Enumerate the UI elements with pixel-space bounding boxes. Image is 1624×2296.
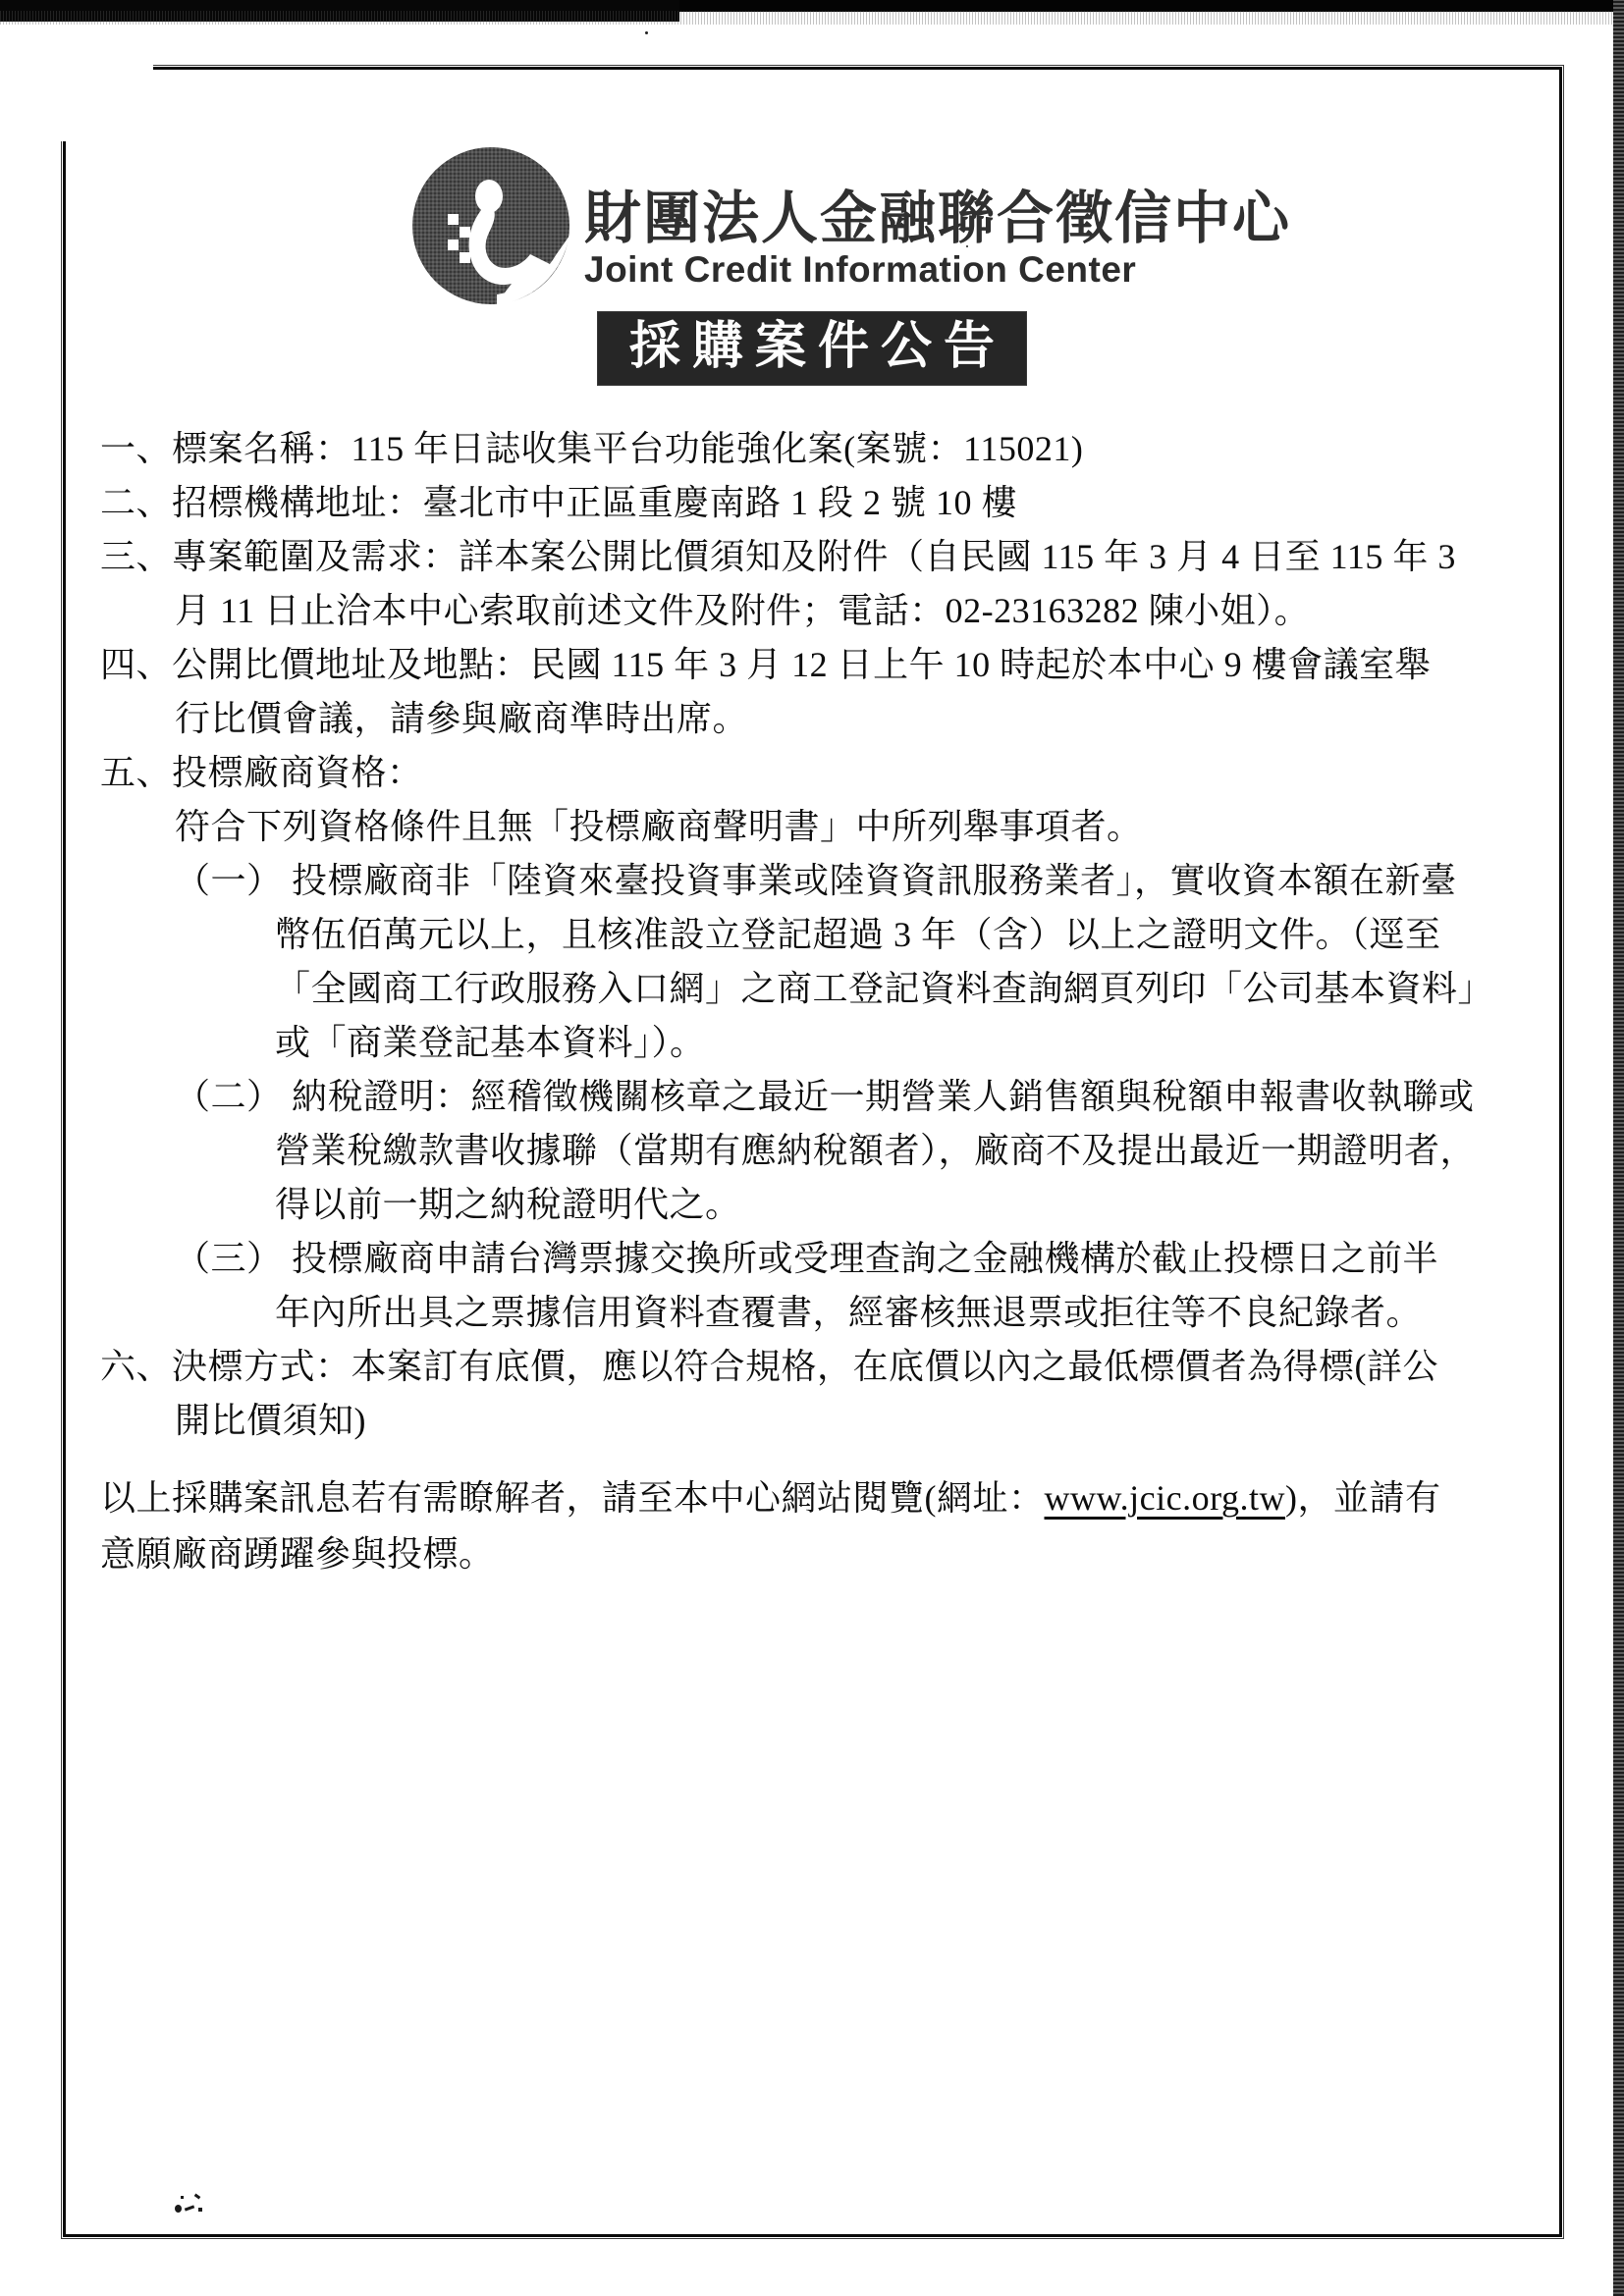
closing-line-1 — [100, 1470, 1543, 1526]
document-title-banner: 採購案件公告 — [598, 312, 1026, 385]
body-line: 月 11 日止洽本中心索取前述文件及附件；電話：02-23163282 陳小姐）。 — [175, 591, 1311, 630]
scan-border-gap-top — [57, 61, 153, 75]
body-line: 一、標案名稱：115 年日誌收集平台功能強化案(案號：115021) — [100, 429, 1084, 468]
body-line: 或「商業登記基本資料」）。 — [275, 1023, 706, 1062]
scan-artifact-top-dither — [0, 11, 1624, 25]
scan-smudge — [173, 2193, 206, 2218]
body-line: （一） 投標廠商非「陸資來臺投資事業或陸資資訊服務業者」，實收資本額在新臺 — [175, 861, 1457, 900]
title-banner-row — [0, 312, 1624, 385]
body-line: 開比價須知) — [175, 1401, 366, 1440]
body-line: 四、公開比價地址及地點：民國 115 年 3 月 12 日上午 10 時起於本中心 9 樓會議室舉 — [100, 645, 1432, 684]
body-line: 年內所出具之票據信用資料查覆書，經審核無退票或拒往等不良紀錄者。 — [275, 1293, 1423, 1332]
body-line: 符合下列資格條件且無「投標廠商聲明書」中所列舉事項者。 — [175, 807, 1143, 846]
jcic-logo-icon — [410, 145, 572, 307]
body-line: 營業稅繳款書收據聯（當期有應納稅額者），廠商不及提出最近一期證明者， — [275, 1131, 1477, 1170]
body-line: 二、招標機構地址：臺北市中正區重慶南路 1 段 2 號 10 樓 — [100, 483, 1018, 522]
body-line: 五、投標廠商資格： — [100, 753, 423, 792]
org-name-block — [584, 188, 1291, 290]
body-line: （二） 納稅證明：經稽徵機關核章之最近一期營業人銷售額與稅額申報書收執聯或 — [175, 1077, 1475, 1116]
announcement-body — [100, 422, 1543, 1448]
website-link[interactable]: www.jcic.org.tw — [1044, 1478, 1285, 1518]
closing-text-pre: 以上採購案訊息若有需瞭解者，請至本中心網站閱覽(網址： — [100, 1478, 1045, 1518]
scan-border-gap-left — [57, 75, 71, 141]
body-line: 行比價會議，請參與廠商準時出席。 — [175, 699, 749, 738]
closing-text-post: )，並請有 — [1284, 1478, 1441, 1518]
scan-speck — [645, 31, 648, 34]
body-line: （三） 投標廠商申請台灣票據交換所或受理查詢之金融機構於截止投標日之前半 — [175, 1239, 1439, 1278]
org-name-english: Joint Credit Information Center — [584, 249, 1137, 290]
document-header — [410, 145, 1291, 307]
closing-line-2: 意願廠商踴躍參與投標。 — [100, 1534, 495, 1574]
closing-paragraph — [100, 1470, 1543, 1582]
body-line: 得以前一期之納稅證明代之。 — [275, 1185, 741, 1224]
body-line: 幣伍佰萬元以上，且核准設立登記超過 3 年（含）以上之證明文件。（逕至 — [275, 915, 1441, 954]
body-line: 三、專案範圍及需求：詳本案公開比價須知及附件（自民國 115 年 3 月 4 日至 115 年 3 — [100, 537, 1456, 576]
body-line: 「全國商工行政服務入口網」之商工登記資料查詢網頁列印「公司基本資料」 — [275, 969, 1494, 1008]
body-line: 六、決標方式：本案訂有底價，應以符合規格，在底價以內之最低標價者為得標(詳公 — [100, 1347, 1438, 1386]
org-name-chinese: 財團法人金融聯合徵信中心 — [584, 187, 1292, 250]
